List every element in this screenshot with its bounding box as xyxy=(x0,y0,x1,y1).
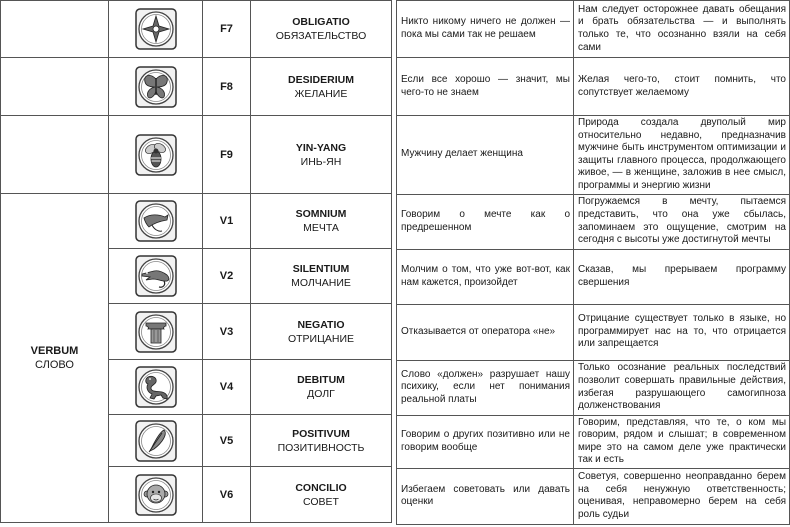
row-name xyxy=(251,304,392,360)
cross-in-circle-icon xyxy=(134,7,178,51)
explanation-cell: Природа создала двуполый мир относительно недавно, предназначив мужчине быть инструментом оптимизации и защиты главного процесса, продолжающего живое, — в женщине, заложив в нее смысл, программы и энергию жизни xyxy=(574,116,790,195)
practice-cell: Если все хорошо — значит, мы чего-то не знаем xyxy=(397,58,574,116)
symbol-table xyxy=(0,0,392,523)
row-russian-name: СОВЕТ xyxy=(303,495,339,508)
row-name xyxy=(251,1,392,58)
practice-cell: Слово «должен» разрушает нашу психику, если нет понимания реальной платы xyxy=(397,360,574,415)
row-name xyxy=(251,360,392,415)
bee-icon xyxy=(134,133,178,177)
description-table xyxy=(396,0,790,525)
table-row xyxy=(397,304,790,360)
explanation-cell: Только осознание реальных последствий позволит совершать правильные действия, избегая разрушающего самогипноза долженствования xyxy=(574,360,790,415)
group-cell-empty xyxy=(1,58,109,116)
table-row xyxy=(397,468,790,524)
row-latin-name: SILENTIUM xyxy=(292,263,350,275)
row-russian-name: ЖЕЛАНИЕ xyxy=(294,87,348,100)
icon-cell xyxy=(109,415,203,467)
crocodile-icon xyxy=(134,254,178,298)
icon-cell xyxy=(109,58,203,116)
group-cell-empty xyxy=(1,1,109,58)
table-row xyxy=(1,116,392,194)
row-name xyxy=(251,194,392,249)
sleeping-figure-icon xyxy=(134,199,178,243)
explanation-cell: Нам следует осторожнее давать обещания и брать обязательства — и выполнять только те, что осознанно взяли на себя сами xyxy=(574,1,790,58)
row-latin-name: DESIDERIUM xyxy=(288,73,354,86)
explanation-cell: Говорим, представляя, что те, о ком мы говорим, рядом и слышат; в современном мире это на самом деле уже практически так и есть xyxy=(574,415,790,468)
practice-cell: Говорим о мечте как о предрешенном xyxy=(397,194,574,249)
row-russian-name: ПОЗИТИВНОСТЬ xyxy=(277,441,365,454)
explanation-cell: Отрицание существует только в языке, но программирует нас на то, что отрицается или запрещается xyxy=(574,304,790,360)
row-code: F8 xyxy=(203,58,251,116)
row-code: F9 xyxy=(203,116,251,194)
explanation-cell: Сказав, мы прерываем программу свершения xyxy=(574,249,790,304)
table-row xyxy=(1,58,392,116)
group-cell xyxy=(1,194,109,523)
group-cell-empty xyxy=(1,116,109,194)
table-row xyxy=(397,360,790,415)
explanation-cell: Желая чего-то, стоит помнить, что сопутствует желаемому xyxy=(574,58,790,116)
icon-cell xyxy=(109,194,203,249)
table-row xyxy=(397,194,790,249)
monkey-face-icon xyxy=(134,473,178,517)
row-russian-name: ДОЛГ xyxy=(307,388,335,400)
butterfly-icon xyxy=(134,65,178,109)
row-latin-name: DEBITUM xyxy=(297,374,345,386)
icon-cell xyxy=(109,304,203,360)
row-latin-name: YIN-YANG xyxy=(295,141,347,154)
row-code: V6 xyxy=(203,467,251,523)
row-code: V3 xyxy=(203,304,251,360)
row-russian-name: МЕЧТА xyxy=(303,222,339,234)
table-row xyxy=(397,116,790,195)
row-latin-name: NEGATIO xyxy=(297,318,345,331)
icon-cell xyxy=(109,249,203,304)
explanation-cell: Советуя, совершенно неоправданно берем на себя ненужную ответственность; оценивая, неправомерно берем на себя роль судьи xyxy=(574,468,790,524)
row-russian-name: ИНЬ-ЯН xyxy=(300,155,342,168)
row-code: V5 xyxy=(203,415,251,467)
table-row xyxy=(1,1,392,58)
group-russian-name: СЛОВО xyxy=(35,359,74,371)
row-russian-name: ОТРИЦАНИЕ xyxy=(287,332,355,345)
column-capital-icon xyxy=(134,310,178,354)
row-latin-name: CONCILIO xyxy=(295,481,347,494)
group-latin-name: VERBUM xyxy=(30,345,79,357)
row-code: V1 xyxy=(203,194,251,249)
explanation-cell: Погружаемся в мечту, пытаемся представить, что она уже сбылась, запоминаем это ощущение, смотрим на сегодня с высоты уже достигнутой мечты xyxy=(574,194,790,249)
row-name xyxy=(251,58,392,116)
practice-cell: Мужчину делает женщина xyxy=(397,116,574,195)
table-row xyxy=(397,58,790,116)
practice-cell: Отказывается от оператора «не» xyxy=(397,304,574,360)
table-row xyxy=(1,194,392,249)
table-row xyxy=(397,415,790,468)
table-row xyxy=(397,1,790,58)
quill-icon xyxy=(134,419,178,463)
row-latin-name: OBLIGATIO xyxy=(292,16,350,28)
table-row xyxy=(397,249,790,304)
row-code: V2 xyxy=(203,249,251,304)
row-name xyxy=(251,467,392,523)
row-name xyxy=(251,415,392,467)
practice-cell: Говорим о других позитивно или не говорим вообще xyxy=(397,415,574,468)
row-latin-name: SOMNIUM xyxy=(295,208,347,220)
icon-cell xyxy=(109,116,203,194)
icon-cell xyxy=(109,360,203,415)
row-name xyxy=(251,116,392,194)
practice-cell: Избегаем советовать или давать оценки xyxy=(397,468,574,524)
row-name xyxy=(251,249,392,304)
row-code: F7 xyxy=(203,1,251,58)
row-russian-name: ОБЯЗАТЕЛЬСТВО xyxy=(275,30,367,42)
practice-cell: Никто никому ничего не должен — пока мы сами так не решаем xyxy=(397,1,574,58)
dinosaur-icon xyxy=(134,365,178,409)
row-latin-name: POSITIVUM xyxy=(292,427,350,440)
practice-cell: Молчим о том, что уже вот-вот, как нам кажется, произойдет xyxy=(397,249,574,304)
icon-cell xyxy=(109,1,203,58)
row-code: V4 xyxy=(203,360,251,415)
row-russian-name: МОЛЧАНИЕ xyxy=(291,277,351,289)
icon-cell xyxy=(109,467,203,523)
